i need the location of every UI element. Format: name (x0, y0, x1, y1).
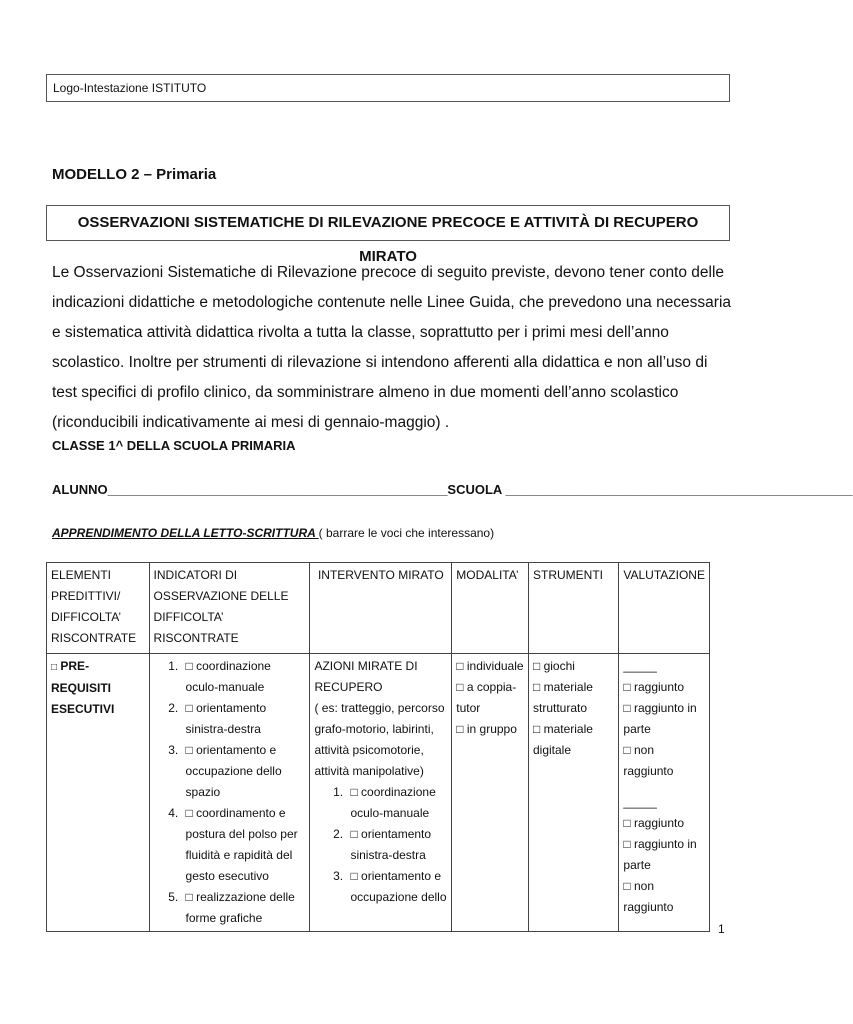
school-blank-field[interactable]: ________________________________________________ (505, 482, 853, 497)
valutazione-cell (619, 654, 710, 932)
modalita-option[interactable]: □ in gruppo (456, 722, 517, 736)
institute-header-text: Logo-Intestazione ISTITUTO (53, 81, 207, 95)
valutazione-option[interactable]: □ raggiunto (623, 680, 685, 694)
valutazione-option[interactable]: □ raggiunto in parte (623, 837, 697, 872)
strumenti-option[interactable]: □ giochi (532, 659, 575, 673)
header-strumenti: STRUMENTI (528, 563, 618, 654)
valutazione-block (623, 656, 705, 782)
model-title: MODELLO 2 – Primaria (52, 166, 217, 183)
indicatori-cell (149, 654, 310, 932)
strumenti-option[interactable]: □ materiale digitale (532, 722, 593, 757)
header-intervento: INTERVENTO MIRATO (310, 563, 452, 654)
class-heading: CLASSE 1^ DELLA SCUOLA PRIMARIA (52, 438, 296, 453)
list-item[interactable]: 3. □ orientamento e occupazione dello (346, 866, 447, 908)
student-school-line (52, 482, 853, 497)
valutazione-option[interactable]: □ raggiunto (623, 816, 685, 830)
observation-table (46, 562, 710, 932)
list-item[interactable]: 1. □ coordinazione oculo-manuale (182, 656, 306, 698)
header-modalita: MODALITA’ (452, 563, 529, 654)
valutazione-blank[interactable]: _____ (623, 795, 657, 809)
section-note: ( barrare le voci che interessano) (318, 526, 495, 540)
modalita-option[interactable]: □ individuale (456, 659, 524, 673)
list-item[interactable]: 2. □ orientamento sinistra-destra (182, 698, 306, 740)
valutazione-option[interactable]: □ non raggiunto (623, 879, 674, 914)
valutazione-block (623, 792, 705, 918)
main-title: OSSERVAZIONI SISTEMATICHE DI RILEVAZIONE PRECOCE E ATTIVITÀ DI RECUPERO MIRATO (77, 214, 699, 265)
header-indicatori: INDICATORI DI OSSERVAZIONE DELLE DIFFICOLTA’ RISCONTRATE (149, 563, 310, 654)
section-title: APPRENDIMENTO DELLA LETTO-SCRITTURA (52, 526, 319, 540)
table-header-row (47, 563, 710, 654)
intervento-list (314, 782, 447, 908)
section-heading (52, 526, 494, 540)
valutazione-option[interactable]: □ non raggiunto (623, 743, 674, 778)
school-label: SCUOLA (447, 482, 502, 497)
intervento-cell (310, 654, 452, 932)
list-item[interactable]: 1. □ coordinazione oculo-manuale (346, 782, 447, 824)
elemento-label: PRE-REQUISITI ESECUTIVI (51, 659, 115, 716)
modalita-option[interactable]: □ a coppia-tutor (456, 680, 517, 715)
header-valutazione: VALUTAZIONE (619, 563, 710, 654)
intervento-title: AZIONI MIRATE DI RECUPERO (314, 659, 418, 694)
valutazione-blank[interactable]: _____ (623, 659, 657, 673)
intervento-desc: ( es: tratteggio, percorso grafo-motorio, labirinti, attività psicomotorie, attività manipolative) (314, 701, 445, 778)
checkbox-icon[interactable]: □ (51, 662, 58, 673)
list-item[interactable]: 5. □ realizzazione delle forme grafiche (182, 887, 306, 929)
main-title-box (46, 205, 730, 265)
page-number: 1 (718, 922, 725, 936)
intro-paragraph: Le Osservazioni Sistematiche di Rilevazione precoce di seguito previste, devono tener conto delle indicazioni didattiche e metodologiche contenute nelle Linee Guida, che prevedono una necessaria e sistematica attività didattica rivolta a tutta la classe, soprattutto per i primi mesi dell’anno scolastico. Inoltre per strumenti di rilevazione si intendono afferenti alla didattica e non all’uso di test specifici di profilo clinico, da somministrare almeno in due momenti dell’anno scolastico (riconducibili indicativamente ai mesi di gennaio-maggio) . (52, 264, 732, 431)
modalita-cell (452, 654, 529, 932)
list-item[interactable]: 4. □ coordinamento e postura del polso per fluidità e rapidità del gesto esecutivo (182, 803, 306, 887)
student-blank-field[interactable]: _______________________________________________ (107, 482, 448, 497)
student-label: ALUNNO (52, 482, 108, 497)
indicatori-list (154, 656, 306, 929)
strumenti-option[interactable]: □ materiale strutturato (532, 680, 593, 715)
institute-header-box (46, 74, 730, 102)
header-elementi: ELEMENTI PREDITTIVI/ DIFFICOLTA’ RISCONTRATE (47, 563, 150, 654)
valutazione-option[interactable]: □ raggiunto in parte (623, 701, 697, 736)
strumenti-cell (528, 654, 618, 932)
list-item[interactable]: 3. □ orientamento e occupazione dello spazio (182, 740, 306, 803)
elemento-cell (47, 654, 150, 932)
list-item[interactable]: 2. □ orientamento sinistra-destra (346, 824, 447, 866)
table-row (47, 654, 710, 932)
